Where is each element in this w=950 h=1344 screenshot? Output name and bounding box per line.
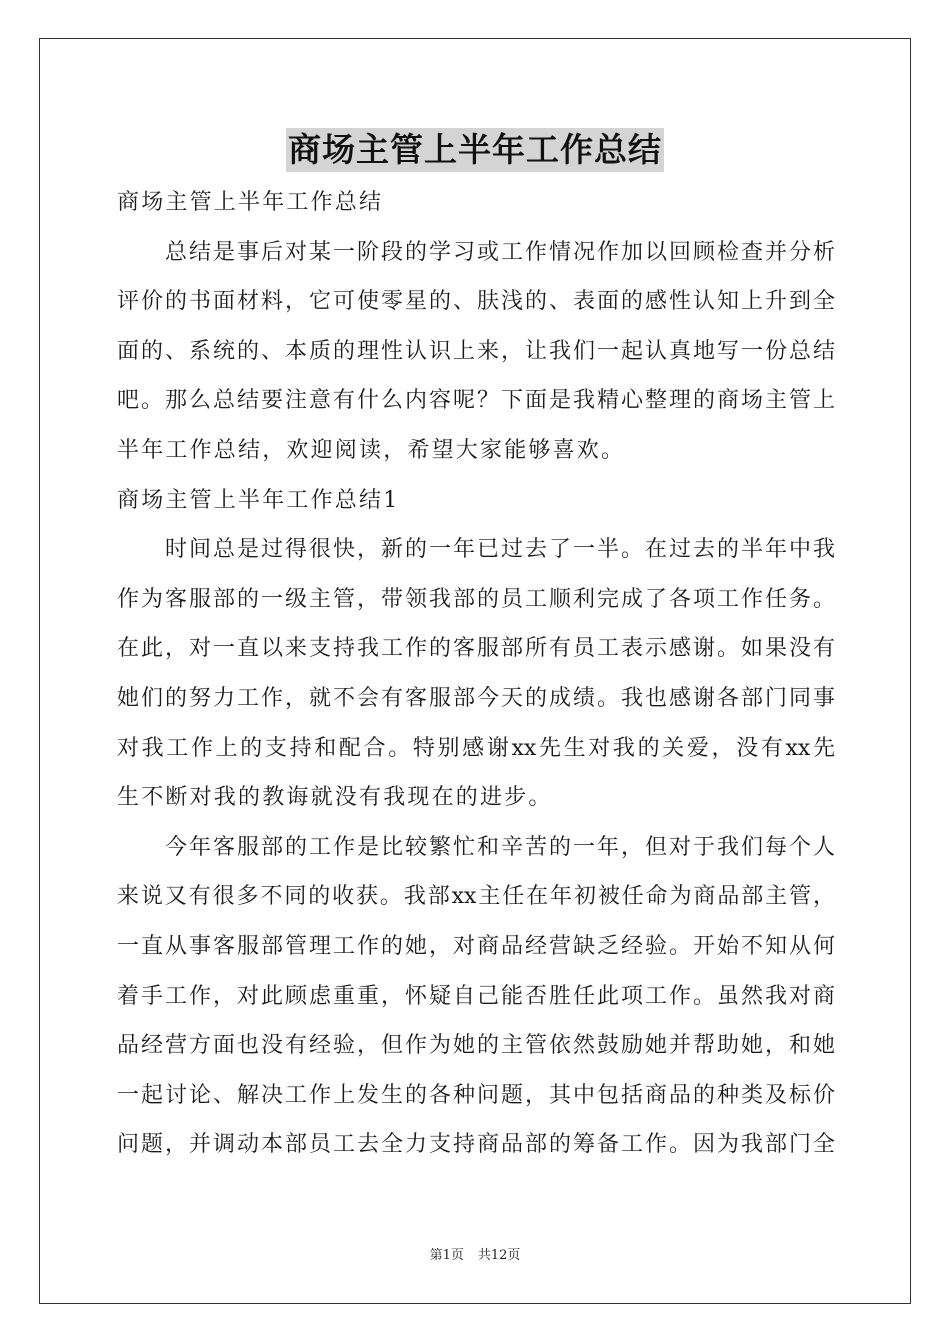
subtitle-line: 商场主管上半年工作总结 — [117, 190, 384, 215]
paragraph-line: 总结是事后对某一阶段的学习或工作情况作加以回顾检查并分析 — [165, 239, 835, 265]
paragraph-line: 她们的努力工作，就不会有客服部今天的成绩。我也感谢各部门同事 — [117, 685, 835, 711]
page-number: 第1页 — [429, 1248, 464, 1263]
document-title: 商场主管上半年工作总结 — [286, 128, 664, 172]
paragraph-line: 一起讨论、解决工作上发生的各种问题，其中包括商品的种类及标价 — [117, 1082, 835, 1108]
paragraph-line: 对我工作上的支持和配合。特别感谢xx先生对我的关爱，没有xx先 — [117, 735, 835, 761]
page-total: 共12页 — [477, 1248, 521, 1263]
paragraph-line: 来说又有很多不同的收获。我部xx主任在年初被任命为商品部主管， — [117, 884, 835, 910]
paragraph-line: 半年工作总结，欢迎阅读，希望大家能够喜欢。 — [117, 437, 626, 463]
paragraph-line: 吧。那么总结要注意有什么内容呢？下面是我精心整理的商场主管上 — [117, 388, 835, 414]
document-body — [117, 178, 835, 1170]
paragraph-line: 在此，对一直以来支持我工作的客服部所有员工表示感谢。如果没有 — [117, 636, 835, 662]
paragraph-line: 品经营方面也没有经验，但作为她的主管依然鼓励她并帮助她，和她 — [117, 1033, 835, 1059]
paragraph-line: 作为客服部的一级主管，带领我部的员工顺利完成了各项工作任务。 — [117, 586, 835, 612]
paragraph-line: 面的、系统的、本质的理性认识上来，让我们一起认真地写一份总结 — [117, 338, 835, 364]
paragraph-line: 时间总是过得很快，新的一年已过去了一半。在过去的半年中我 — [165, 537, 835, 563]
paragraph-line: 一直从事客服部管理工作的她，对商品经营缺乏经验。开始不知从何 — [117, 933, 835, 959]
paragraph-line: 生不断对我的教诲就没有我现在的进步。 — [117, 785, 553, 811]
title-container — [0, 128, 950, 172]
paragraph-line: 问题，并调动本部员工去全力支持商品部的筹备工作。因为我部门全 — [117, 1132, 835, 1158]
paragraph-line: 着手工作，对此顾虑重重，怀疑自己能否胜任此项工作。虽然我对商 — [117, 983, 835, 1009]
page-footer — [0, 1247, 950, 1265]
paragraph-line: 评价的书面材料，它可使零星的、肤浅的、表面的感性认知上升到全 — [117, 289, 835, 315]
section-heading: 商场主管上半年工作总结1 — [117, 487, 400, 513]
paragraph-line: 今年客服部的工作是比较繁忙和辛苦的一年，但对于我们每个人 — [165, 834, 835, 860]
